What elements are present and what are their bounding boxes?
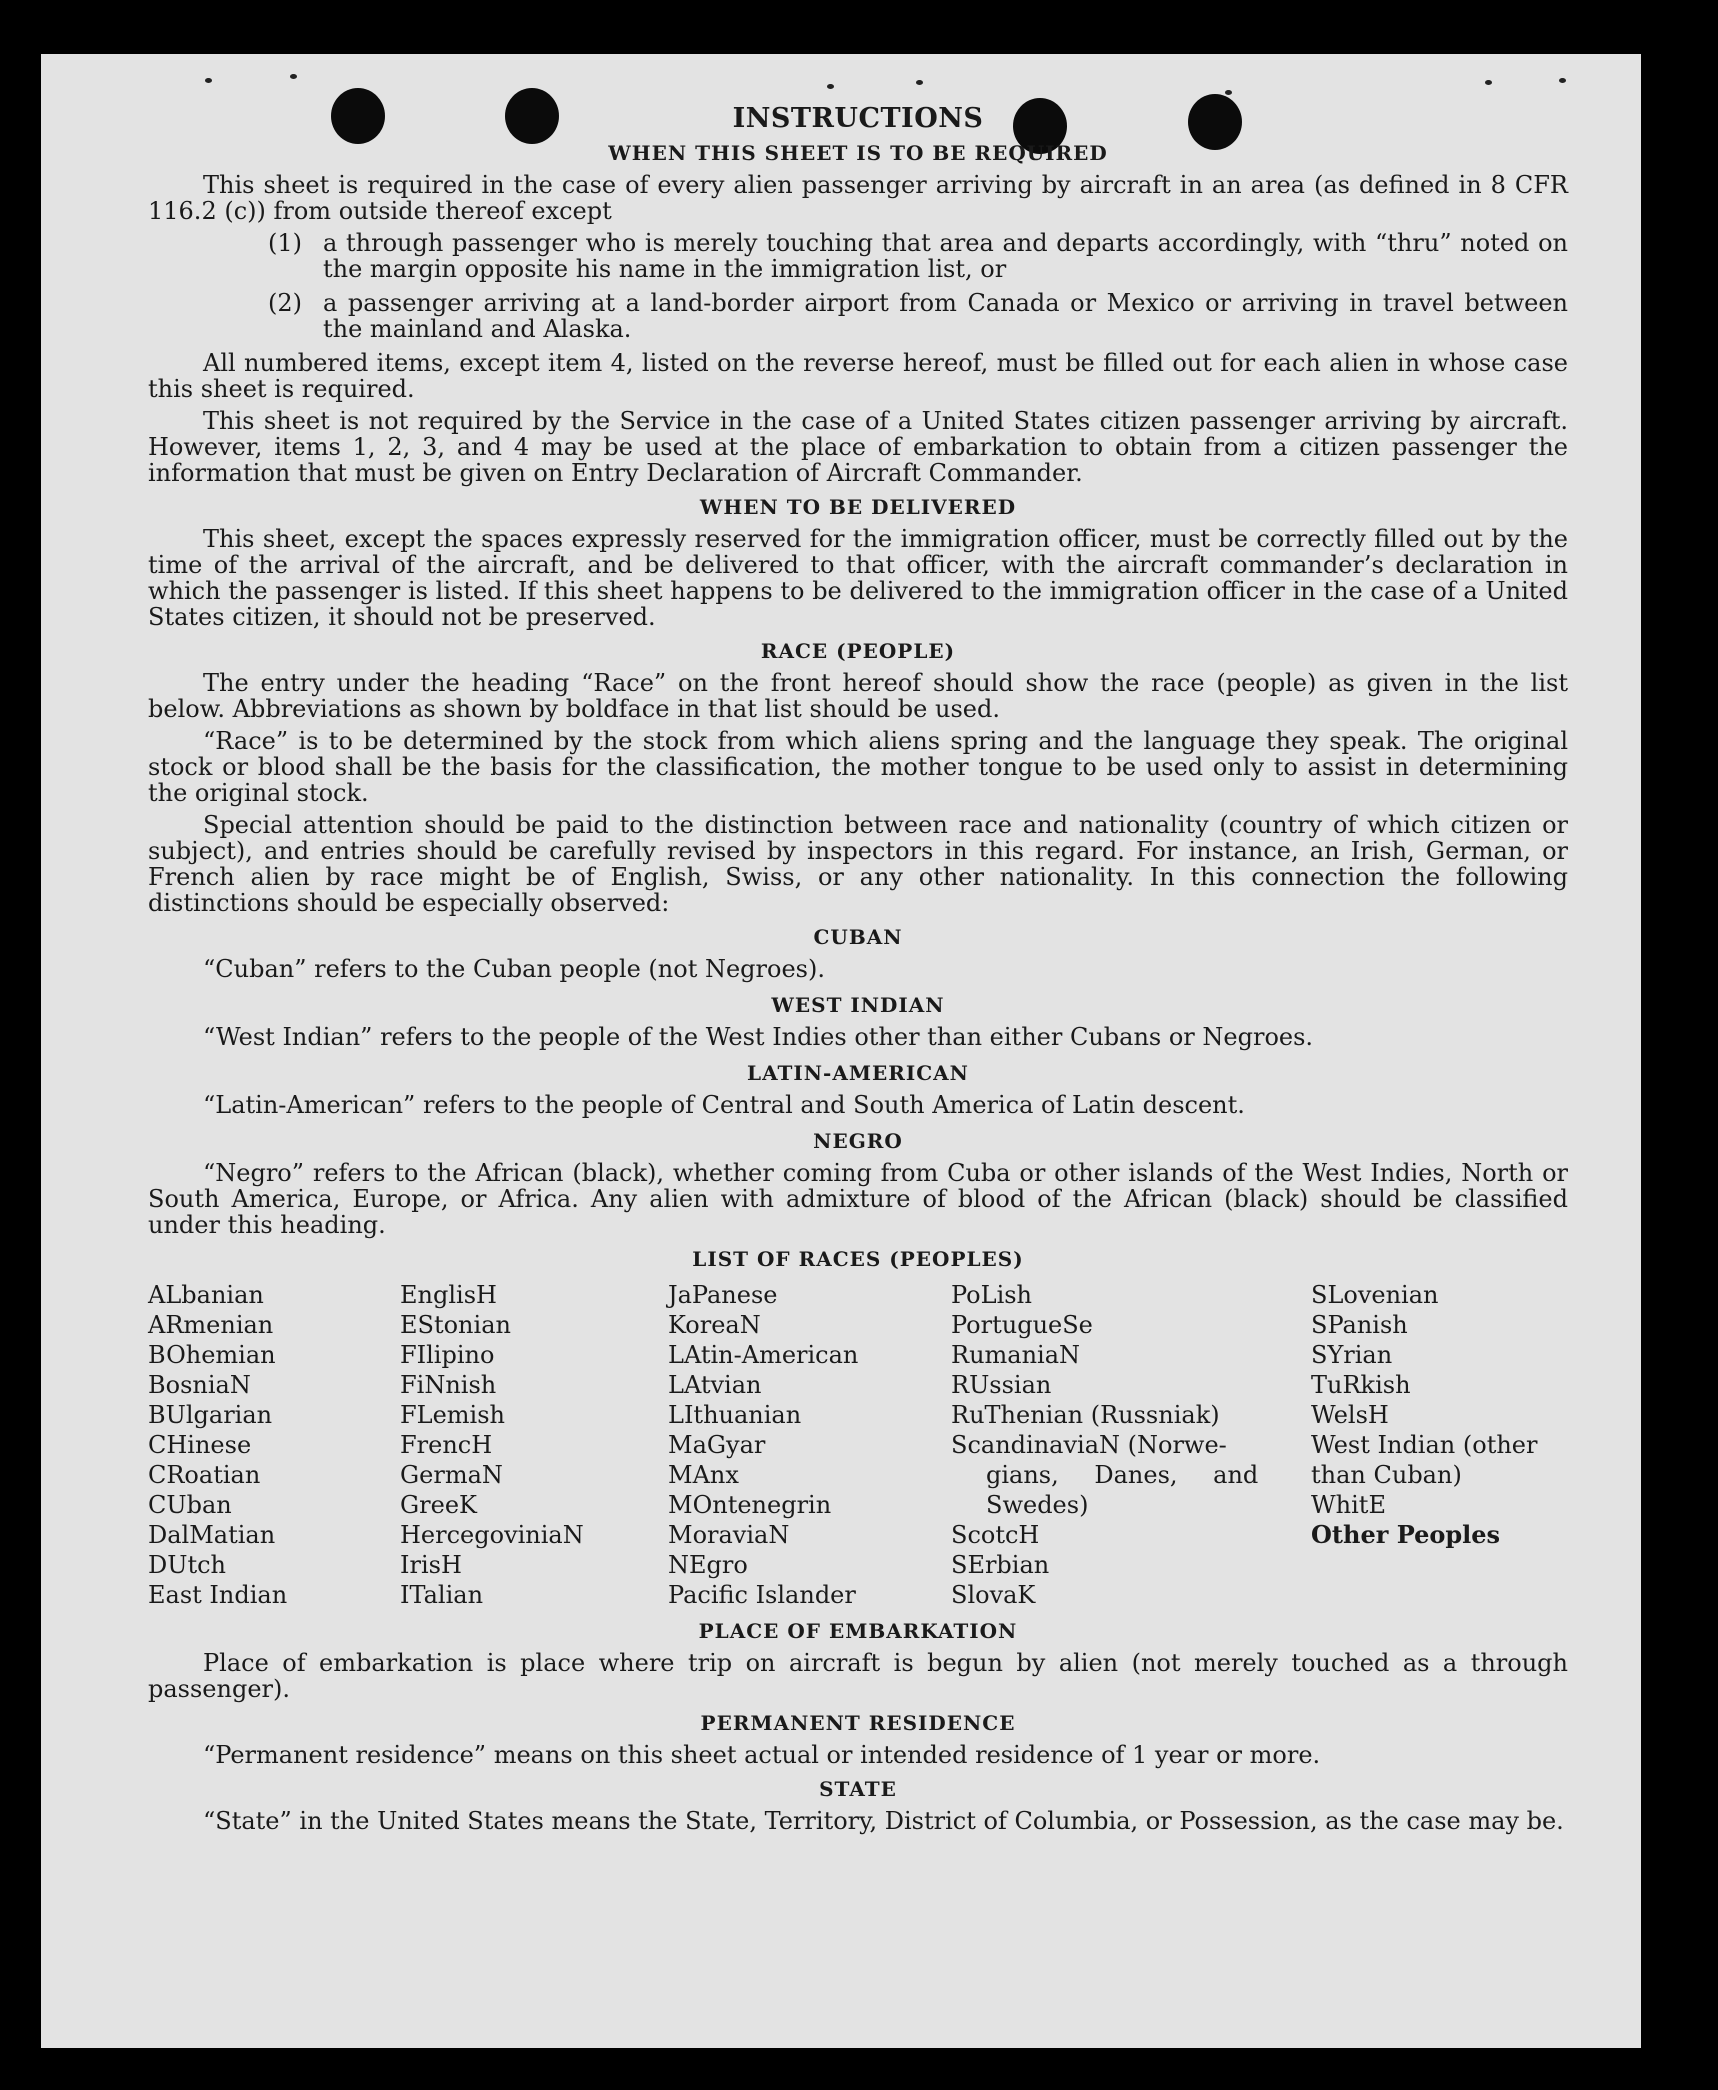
race-entry: BUlgarian [148,1401,273,1429]
race-entry: LIthuanian [668,1401,802,1429]
race-entry: East Indian [148,1581,288,1609]
exception-item [268,230,1568,282]
section-heading-list-of-races: LIST OF RACES (PEOPLES) [692,1247,1024,1271]
race-entry: RUssian [951,1371,1052,1399]
race-entry: MOntenegrin [668,1491,832,1519]
race-entry: DUtch [148,1551,227,1579]
paragraph: Special attention should be paid to the distinction between race and nationality (country of which citizen or subject), and entries should be carefully revised by inspectors in this regard. For instance, an Irish, German, or French alien by race might be of English, Swiss, or any other nationality. In this connection the following distinctions should be especially observed: [148,811,1568,917]
definition-text: “West Indian” refers to the people of the West Indies other than either Cubans or Negroes. [203,1023,1314,1051]
race-entry: SErbian [951,1551,1050,1579]
ink-speck [290,74,297,79]
race-entry: EStonian [400,1311,511,1339]
race-entry-continued: than Cuban) [1311,1461,1462,1489]
race-entry: FiNnish [400,1371,497,1399]
race-entry: EnglisH [400,1281,497,1309]
paragraph: This sheet is not required by the Service in the case of a United States citizen passenger arriving by aircraft. However, items 1, 2, 3, and 4 may be used at the place of embarkation to obtain from a citizen passenger the information that must be given on Entry Declaration of Aircraft Commander. [148,407,1568,487]
race-entry: Pacific Islander [668,1581,856,1609]
race-entry-continued: Swedes) [986,1491,1089,1519]
paragraph: “Negro” refers to the African (black), whether coming from Cuba or other islands of the West Indies, North or South America, Europe, or Africa. Any alien with admixture of blood of the African (black) should be classified under this heading. [148,1159,1568,1239]
paragraph: “Permanent residence” means on this sheet actual or intended residence of 1 year or more. [203,1741,1321,1769]
paragraph: Place of embarkation is place where trip on aircraft is begun by alien (not merely touched as a through passenger). [148,1649,1568,1703]
page-title: INSTRUCTIONS [732,103,984,134]
section-heading-negro: NEGRO [813,1129,903,1153]
race-entry: BosniaN [148,1371,251,1399]
definition-text: “Cuban” refers to the Cuban people (not Negroes). [203,955,825,983]
race-entry: PoLish [951,1281,1033,1309]
section-heading-when-required: WHEN THIS SHEET IS TO BE REQUIRED [608,141,1108,165]
race-entry: RumaniaN [951,1341,1081,1369]
race-entry: GermaN [400,1461,503,1489]
ink-speck [827,84,834,89]
race-entry: DalMatian [148,1521,276,1549]
race-entry-continued: gians, Danes, and [986,1461,1259,1489]
section-heading-race: RACE (PEOPLE) [760,639,956,663]
race-entry: SYrian [1311,1341,1393,1369]
race-entry: ScandinaviaN (Norwe- [951,1431,1227,1459]
race-list [148,1280,1568,1610]
race-column [148,1280,400,1610]
section-heading-when-delivered: WHEN TO BE DELIVERED [699,495,1017,519]
race-entry: ITalian [400,1581,484,1609]
paragraph: “State” in the United States means the State, Territory, District of Columbia, or Possession, as the case may be. [203,1807,1564,1835]
ink-speck [1559,78,1566,83]
race-entry: WelsH [1311,1401,1389,1429]
paragraph: This sheet, except the spaces expressly reserved for the immigration officer, must be correctly filled out by the time of the arrival of the aircraft, and be delivered to that officer, with the aircraft commander’s declaration in which the passenger is listed. If this sheet happens to be delivered to the immigration officer in the case of a United States citizen, it should not be preserved. [148,525,1568,631]
race-entry: SPanish [1311,1311,1408,1339]
ink-speck [1485,80,1492,85]
race-entry: ALbanian [148,1281,264,1309]
race-entry: ARmenian [148,1311,274,1339]
paragraph: This sheet is required in the case of every alien passenger arriving by aircraft in an area (as defined in 8 CFR 116.2 (c)) from outside thereof except [148,171,1568,225]
section-heading-west-indian: WEST INDIAN [771,993,945,1017]
race-entry: GreeK [400,1491,477,1519]
item-text: a through passenger who is merely touching that area and departs accordingly, with “thru” noted on the margin opposite his name in the immigration list, or [323,229,1568,283]
paragraph: “Race” is to be determined by the stock from which aliens spring and the language they speak. The original stock or blood shall be the basis for the classification, the mother tongue to be used only to assist in determining the original stock. [148,727,1568,807]
race-entry: PortugueSe [951,1311,1093,1339]
definition-text: “Latin-American” refers to the people of Central and South America of Latin descent. [203,1091,1245,1119]
race-entry: LAtvian [668,1371,762,1399]
race-entry: IrisH [400,1551,462,1579]
ink-speck [205,78,212,83]
race-entry: SlovaK [951,1581,1036,1609]
race-entry: HercegoviniaN [400,1521,584,1549]
race-entry: KoreaN [668,1311,761,1339]
item-text: a passenger arriving at a land-border airport from Canada or Mexico or arriving in travel between the mainland and Alaska. [323,289,1568,343]
race-entry: FrencH [400,1431,493,1459]
paragraph: The entry under the heading “Race” on the front hereof should show the race (people) as given in the list below. Abbreviations as shown by boldface in that list should be used. [148,669,1568,723]
race-entry: FLemish [400,1401,505,1429]
race-entry: BOhemian [148,1341,276,1369]
race-entry: Other Peoples [1311,1520,1501,1549]
paragraph: All numbered items, except item 4, listed on the reverse hereof, must be filled out for each alien in whose case this sheet is required. [148,349,1568,403]
race-entry: RuThenian (Russniak) [951,1401,1220,1429]
race-entry: SLovenian [1311,1281,1439,1309]
section-heading-embarkation: PLACE OF EMBARKATION [698,1619,1018,1643]
race-entry: TuRkish [1311,1371,1411,1399]
item-number: (1) [268,229,302,257]
item-number: (2) [268,289,302,317]
exception-item [268,290,1568,342]
section-heading-latin-american: LATIN-AMERICAN [747,1061,969,1085]
race-entry: MoraviaN [668,1521,790,1549]
race-entry: WhitE [1311,1491,1386,1519]
race-entry: NEgro [668,1551,748,1579]
race-entry: FIlipino [400,1341,495,1369]
race-entry: MAnx [668,1461,739,1489]
race-column [951,1280,1311,1610]
race-entry: CHinese [148,1431,252,1459]
document-page [41,54,1641,2048]
race-entry: CRoatian [148,1461,261,1489]
race-entry: MaGyar [668,1431,766,1459]
race-column [1311,1280,1568,1610]
race-entry: LAtin-American [668,1341,859,1369]
race-column [668,1280,951,1610]
ink-speck [916,80,923,85]
race-entry: West Indian (other [1311,1431,1538,1459]
race-column [400,1280,668,1610]
section-heading-cuban: CUBAN [813,925,903,949]
ink-speck [1225,90,1232,95]
race-entry: JaPanese [668,1281,778,1309]
race-entry: ScotcH [951,1521,1040,1549]
section-heading-state: STATE [819,1777,897,1801]
race-entry: CUban [148,1491,232,1519]
instructions-text [148,103,1568,1840]
section-heading-permanent-residence: PERMANENT RESIDENCE [700,1711,1016,1735]
